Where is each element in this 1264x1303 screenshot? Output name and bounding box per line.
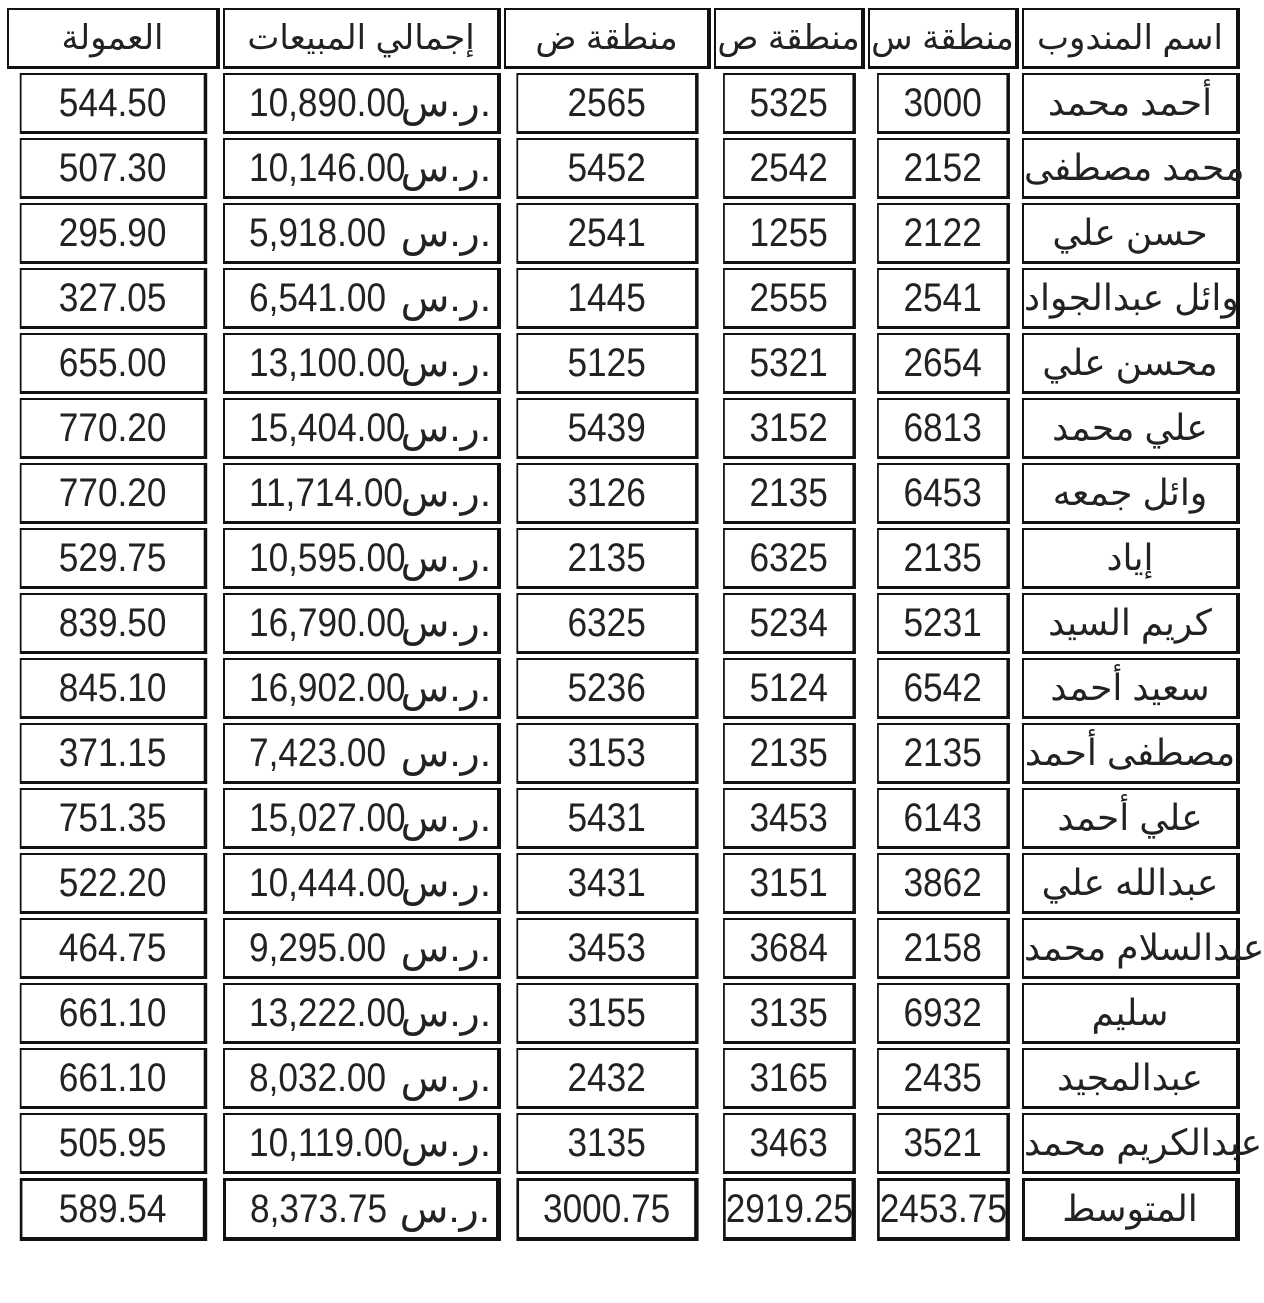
region-d-cell[interactable]: 2565 — [516, 73, 698, 134]
commission-cell[interactable]: 522.20 — [20, 853, 207, 914]
total-sales-amount: 5,918.00 — [249, 210, 387, 255]
currency-symbol: ر.س. — [400, 1056, 491, 1100]
region-x-cell[interactable]: 6542 — [877, 658, 1010, 719]
header-region-x[interactable]: منطقة س — [868, 8, 1019, 69]
table-row — [7, 463, 1240, 524]
table-row — [7, 73, 1240, 134]
total-sales-cell[interactable] — [223, 333, 501, 394]
total-sales-amount: 6,541.00 — [249, 275, 387, 320]
average-region-s-cell[interactable]: 2919.25 — [723, 1178, 856, 1241]
total-sales-cell[interactable] — [223, 593, 501, 654]
total-sales-amount: 8,032.00 — [249, 1055, 387, 1100]
region-x-cell[interactable]: 2152 — [877, 138, 1010, 199]
commission-cell[interactable]: 770.20 — [20, 463, 207, 524]
average-region-d-cell[interactable]: 3000.75 — [516, 1178, 698, 1241]
currency-symbol: ر.س. — [400, 666, 491, 710]
header-row — [7, 8, 1240, 69]
commission-cell[interactable]: 661.10 — [20, 983, 207, 1044]
total-sales-amount: 15,404.00 — [249, 405, 406, 450]
currency-symbol: ر.س. — [400, 861, 491, 905]
region-x-cell[interactable]: 6813 — [877, 398, 1010, 459]
region-s-cell[interactable]: 5325 — [723, 73, 856, 134]
total-sales-cell[interactable] — [223, 918, 501, 979]
region-x-cell[interactable]: 2135 — [877, 723, 1010, 784]
rep-name-cell[interactable]: وائل عبدالجواد — [1022, 268, 1240, 329]
total-sales-cell[interactable] — [223, 203, 501, 264]
rep-name-cell[interactable]: إياد — [1022, 528, 1240, 589]
region-s-cell[interactable]: 5124 — [723, 658, 856, 719]
table-row — [7, 398, 1240, 459]
total-sales-cell[interactable] — [223, 268, 501, 329]
region-s-cell[interactable]: 3152 — [723, 398, 856, 459]
region-s-cell[interactable]: 3463 — [723, 1113, 856, 1174]
average-region-x-cell[interactable]: 2453.75 — [877, 1178, 1010, 1241]
region-s-cell[interactable]: 3165 — [723, 1048, 856, 1109]
region-x-cell[interactable]: 5231 — [877, 593, 1010, 654]
table-row — [7, 788, 1240, 849]
currency-symbol: ر.س. — [400, 146, 491, 190]
currency-symbol: ر.س. — [400, 991, 491, 1035]
region-d-cell[interactable]: 1445 — [516, 268, 698, 329]
table-row — [7, 723, 1240, 784]
header-region-d[interactable]: منطقة ض — [504, 8, 711, 69]
currency-symbol: ر.س. — [400, 601, 491, 645]
currency-symbol: ر.س. — [400, 341, 491, 385]
region-d-cell[interactable]: 3431 — [516, 853, 698, 914]
rep-name-cell[interactable]: علي محمد — [1022, 398, 1240, 459]
total-sales-amount: 16,790.00 — [249, 600, 406, 645]
sales-commission-sheet — [4, 4, 1264, 1300]
table-row — [7, 203, 1240, 264]
total-sales-cell[interactable] — [223, 398, 501, 459]
region-x-cell[interactable]: 2435 — [877, 1048, 1010, 1109]
rep-name-cell[interactable]: سليم — [1022, 983, 1240, 1044]
currency-symbol: ر.س. — [400, 926, 491, 970]
total-sales-cell[interactable] — [223, 73, 501, 134]
total-sales-amount: 13,100.00 — [249, 340, 406, 385]
region-d-cell[interactable]: 5431 — [516, 788, 698, 849]
rep-name-cell[interactable]: سعيد أحمد — [1022, 658, 1240, 719]
table-row — [7, 1113, 1240, 1174]
commission-cell[interactable]: 770.20 — [20, 398, 207, 459]
total-sales-cell[interactable] — [223, 1113, 501, 1174]
region-x-cell[interactable]: 6453 — [877, 463, 1010, 524]
table-row — [7, 593, 1240, 654]
total-sales-cell[interactable] — [223, 658, 501, 719]
region-d-cell[interactable]: 2432 — [516, 1048, 698, 1109]
rep-name-cell[interactable]: عبدالكريم محمد — [1022, 1113, 1240, 1174]
region-s-cell[interactable]: 3453 — [723, 788, 856, 849]
region-s-cell[interactable]: 3135 — [723, 983, 856, 1044]
commission-cell[interactable]: 295.90 — [20, 203, 207, 264]
region-x-cell[interactable]: 3000 — [877, 73, 1010, 134]
region-s-cell[interactable]: 2555 — [723, 268, 856, 329]
rep-name-cell[interactable]: مصطفى أحمد — [1022, 723, 1240, 784]
currency-symbol: ر.س. — [400, 1121, 491, 1165]
commission-cell[interactable]: 529.75 — [20, 528, 207, 589]
total-sales-cell[interactable] — [223, 138, 501, 199]
table-row — [7, 853, 1240, 914]
region-d-cell[interactable]: 5125 — [516, 333, 698, 394]
region-s-cell[interactable]: 1255 — [723, 203, 856, 264]
region-s-cell[interactable]: 2135 — [723, 463, 856, 524]
rep-name-cell[interactable]: محسن علي — [1022, 333, 1240, 394]
total-sales-amount: 10,595.00 — [249, 535, 406, 580]
region-s-cell[interactable]: 2542 — [723, 138, 856, 199]
region-x-cell[interactable]: 2158 — [877, 918, 1010, 979]
region-x-cell[interactable]: 2654 — [877, 333, 1010, 394]
rep-name-cell[interactable]: عبدالمجيد — [1022, 1048, 1240, 1109]
total-sales-cell[interactable] — [223, 788, 501, 849]
currency-symbol: ر.س. — [400, 536, 491, 580]
region-s-cell[interactable]: 3684 — [723, 918, 856, 979]
rep-name-cell[interactable]: حسن علي — [1022, 203, 1240, 264]
table-row — [7, 658, 1240, 719]
region-s-cell[interactable]: 6325 — [723, 528, 856, 589]
total-sales-cell[interactable] — [223, 463, 501, 524]
currency-symbol: ر.س. — [399, 1187, 490, 1231]
region-x-cell[interactable]: 3862 — [877, 853, 1010, 914]
commission-cell[interactable]: 655.00 — [20, 333, 207, 394]
header-commission[interactable]: العمولة — [7, 8, 220, 69]
commission-cell[interactable]: 845.10 — [20, 658, 207, 719]
total-sales-cell[interactable] — [223, 1048, 501, 1109]
average-label-cell[interactable]: المتوسط — [1022, 1178, 1240, 1241]
total-sales-amount: 11,714.00 — [249, 470, 403, 515]
region-d-cell[interactable]: 3155 — [516, 983, 698, 1044]
region-d-cell[interactable]: 6325 — [516, 593, 698, 654]
total-sales-amount: 13,222.00 — [249, 990, 406, 1035]
region-s-cell[interactable]: 5234 — [723, 593, 856, 654]
currency-symbol: ر.س. — [400, 276, 491, 320]
currency-symbol: ر.س. — [400, 471, 491, 515]
region-d-cell[interactable]: 3453 — [516, 918, 698, 979]
region-x-cell[interactable]: 2541 — [877, 268, 1010, 329]
currency-symbol: ر.س. — [400, 406, 491, 450]
average-row — [7, 1178, 1240, 1241]
commission-cell[interactable]: 505.95 — [20, 1113, 207, 1174]
table-row — [7, 528, 1240, 589]
total-sales-cell[interactable] — [223, 983, 501, 1044]
region-s-cell[interactable]: 2135 — [723, 723, 856, 784]
region-d-cell[interactable]: 2135 — [516, 528, 698, 589]
commission-cell[interactable]: 839.50 — [20, 593, 207, 654]
rep-name-cell[interactable]: عبدالله علي — [1022, 853, 1240, 914]
total-sales-cell[interactable] — [223, 853, 501, 914]
average-commission-cell[interactable]: 589.54 — [20, 1178, 207, 1241]
region-d-cell[interactable]: 3135 — [516, 1113, 698, 1174]
table-row — [7, 1048, 1240, 1109]
region-d-cell[interactable]: 3153 — [516, 723, 698, 784]
table-row — [7, 138, 1240, 199]
region-x-cell[interactable]: 6143 — [877, 788, 1010, 849]
total-sales-amount: 16,902.00 — [249, 665, 406, 710]
commission-cell[interactable]: 661.10 — [20, 1048, 207, 1109]
rep-name-cell[interactable]: أحمد محمد — [1022, 73, 1240, 134]
rep-name-cell[interactable]: وائل جمعه — [1022, 463, 1240, 524]
sales-table — [4, 4, 1264, 1245]
total-sales-amount: 10,890.00 — [249, 80, 406, 125]
total-sales-amount: 10,119.00 — [249, 1120, 403, 1165]
header-region-s[interactable]: منطقة ص — [714, 8, 865, 69]
region-d-cell[interactable]: 5439 — [516, 398, 698, 459]
table-row — [7, 983, 1240, 1044]
rep-name-cell[interactable]: علي أحمد — [1022, 788, 1240, 849]
region-x-cell[interactable]: 6932 — [877, 983, 1010, 1044]
currency-symbol: ر.س. — [400, 731, 491, 775]
region-x-cell[interactable]: 2135 — [877, 528, 1010, 589]
currency-symbol: ر.س. — [400, 211, 491, 255]
currency-symbol: ر.س. — [400, 796, 491, 840]
total-sales-amount: 8,373.75 — [250, 1186, 388, 1231]
region-d-cell[interactable]: 3126 — [516, 463, 698, 524]
region-s-cell[interactable]: 3151 — [723, 853, 856, 914]
commission-cell[interactable]: 327.05 — [20, 268, 207, 329]
table-row — [7, 918, 1240, 979]
table-row — [7, 268, 1240, 329]
average-total-sales-cell[interactable] — [223, 1178, 501, 1241]
region-d-cell[interactable]: 5452 — [516, 138, 698, 199]
rep-name-cell[interactable]: محمد مصطفى — [1022, 138, 1240, 199]
total-sales-amount: 7,423.00 — [249, 730, 387, 775]
total-sales-amount: 10,444.00 — [249, 860, 406, 905]
total-sales-cell[interactable] — [223, 528, 501, 589]
header-rep-name[interactable]: اسم المندوب — [1022, 8, 1240, 69]
total-sales-amount: 15,027.00 — [249, 795, 406, 840]
rep-name-cell[interactable]: عبدالسلام محمد — [1022, 918, 1240, 979]
region-x-cell[interactable]: 2122 — [877, 203, 1010, 264]
header-total-sales[interactable]: إجمالي المبيعات — [223, 8, 501, 69]
region-d-cell[interactable]: 5236 — [516, 658, 698, 719]
total-sales-amount: 9,295.00 — [249, 925, 387, 970]
total-sales-amount: 10,146.00 — [249, 145, 406, 190]
currency-symbol: ر.س. — [400, 81, 491, 125]
commission-cell[interactable]: 464.75 — [20, 918, 207, 979]
commission-cell[interactable]: 751.35 — [20, 788, 207, 849]
table-row — [7, 333, 1240, 394]
region-x-cell[interactable]: 3521 — [877, 1113, 1010, 1174]
commission-cell[interactable]: 507.30 — [20, 138, 207, 199]
rep-name-cell[interactable]: كريم السيد — [1022, 593, 1240, 654]
commission-cell[interactable]: 371.15 — [20, 723, 207, 784]
region-s-cell[interactable]: 5321 — [723, 333, 856, 394]
region-d-cell[interactable]: 2541 — [516, 203, 698, 264]
commission-cell[interactable]: 544.50 — [20, 73, 207, 134]
total-sales-cell[interactable] — [223, 723, 501, 784]
